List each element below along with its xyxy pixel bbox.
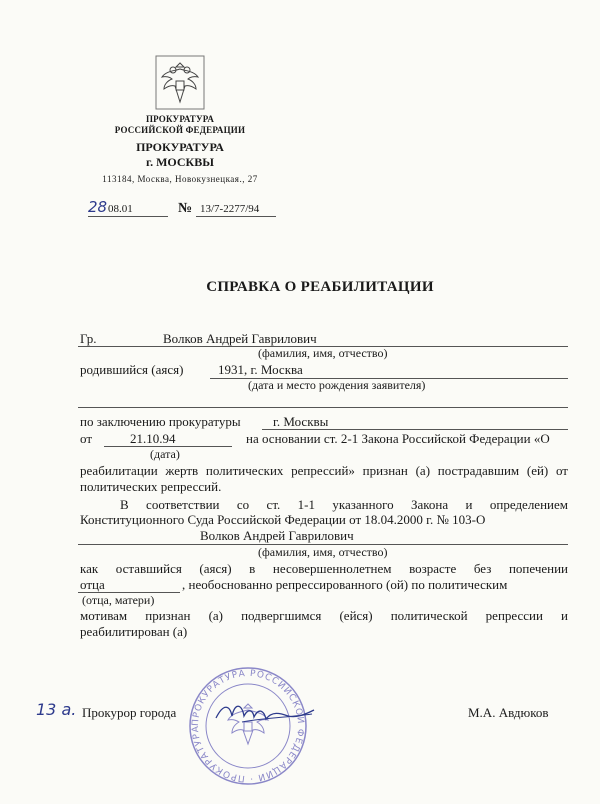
caption-parent: (отца, матери) — [82, 593, 155, 607]
signer-name: М.А. Авдюков — [468, 705, 549, 720]
coat-of-arms-icon — [155, 55, 205, 110]
basis-text: на основании ст. 2-1 Закона Российской Федерации «О — [246, 431, 550, 446]
para4-line1: мотивам признан (а) подвергшимся (ейся) политической репрессии и — [80, 608, 568, 623]
caption-date: (дата) — [150, 447, 180, 461]
org-name-line2: РОССИЙСКОЙ ФЕДЕРАЦИИ — [114, 125, 246, 135]
document-title: СПРАВКА О РЕАБИЛИТАЦИИ — [206, 279, 434, 295]
handwritten-note: 13 а. — [36, 700, 77, 719]
para1-line2: политических репрессий. — [80, 479, 222, 494]
caption-fio2: (фамилия, имя, отчество) — [258, 545, 388, 559]
para4-line2: реабилитирован (а) — [80, 624, 188, 639]
office-name-line2: г. МОСКВЫ — [145, 155, 215, 169]
handwritten-signature — [212, 698, 322, 728]
para3-line2-rest: , необоснованно репрессированного (ой) по политическим — [182, 577, 508, 592]
office-name-line1: ПРОКУРАТУРА — [136, 140, 224, 154]
caption-birth: (дата и место рождения заявителя) — [248, 378, 426, 392]
stamp-text: ПРОКУРАТУРА РОССИЙСКОЙ ФЕДЕРАЦИИ · ПРОКУРАТУРА — [190, 668, 306, 784]
label-from: от — [80, 431, 93, 446]
document-date: 08.01 — [108, 203, 133, 215]
number-sign: № — [178, 201, 193, 216]
conclusion-value: г. Москвы — [273, 414, 329, 429]
org-name-line1: ПРОКУРАТУРА — [145, 114, 215, 124]
name2: Волков Андрей Гаврилович — [200, 528, 354, 543]
label-conclusion: по заключению прокуратуры — [80, 414, 241, 429]
signer-role: Прокурор города — [82, 705, 177, 720]
parent-value: отца — [80, 577, 105, 592]
para3-line1: как оставшийся (аяся) в несовершеннолетнем возрасте без попечении — [80, 561, 568, 576]
office-address: 113184, Москва, Новокузнецкая., 27 — [102, 174, 258, 184]
label-citizen: Гр. — [80, 331, 97, 346]
handwritten-day: 28 — [88, 198, 108, 216]
citizen-name: Волков Андрей Гаврилович — [163, 331, 317, 346]
caption-fio: (фамилия, имя, отчество) — [258, 346, 388, 360]
para2-line2: Конституционного Суда Российской Федерации от 18.04.2000 г. № 103-О — [80, 512, 486, 527]
from-date: 21.10.94 — [130, 431, 176, 446]
born-value: 1931, г. Москва — [218, 362, 303, 377]
para2-line1: В соответствии со ст. 1-1 указанного Закона и определением — [120, 497, 568, 512]
para1-line1: реабилитации жертв политических репрессий» признан (а) пострадавшим (ей) от — [80, 463, 568, 478]
document-number: 13/7-2277/94 — [200, 203, 260, 215]
label-born: родившийся (аяся) — [80, 362, 184, 377]
